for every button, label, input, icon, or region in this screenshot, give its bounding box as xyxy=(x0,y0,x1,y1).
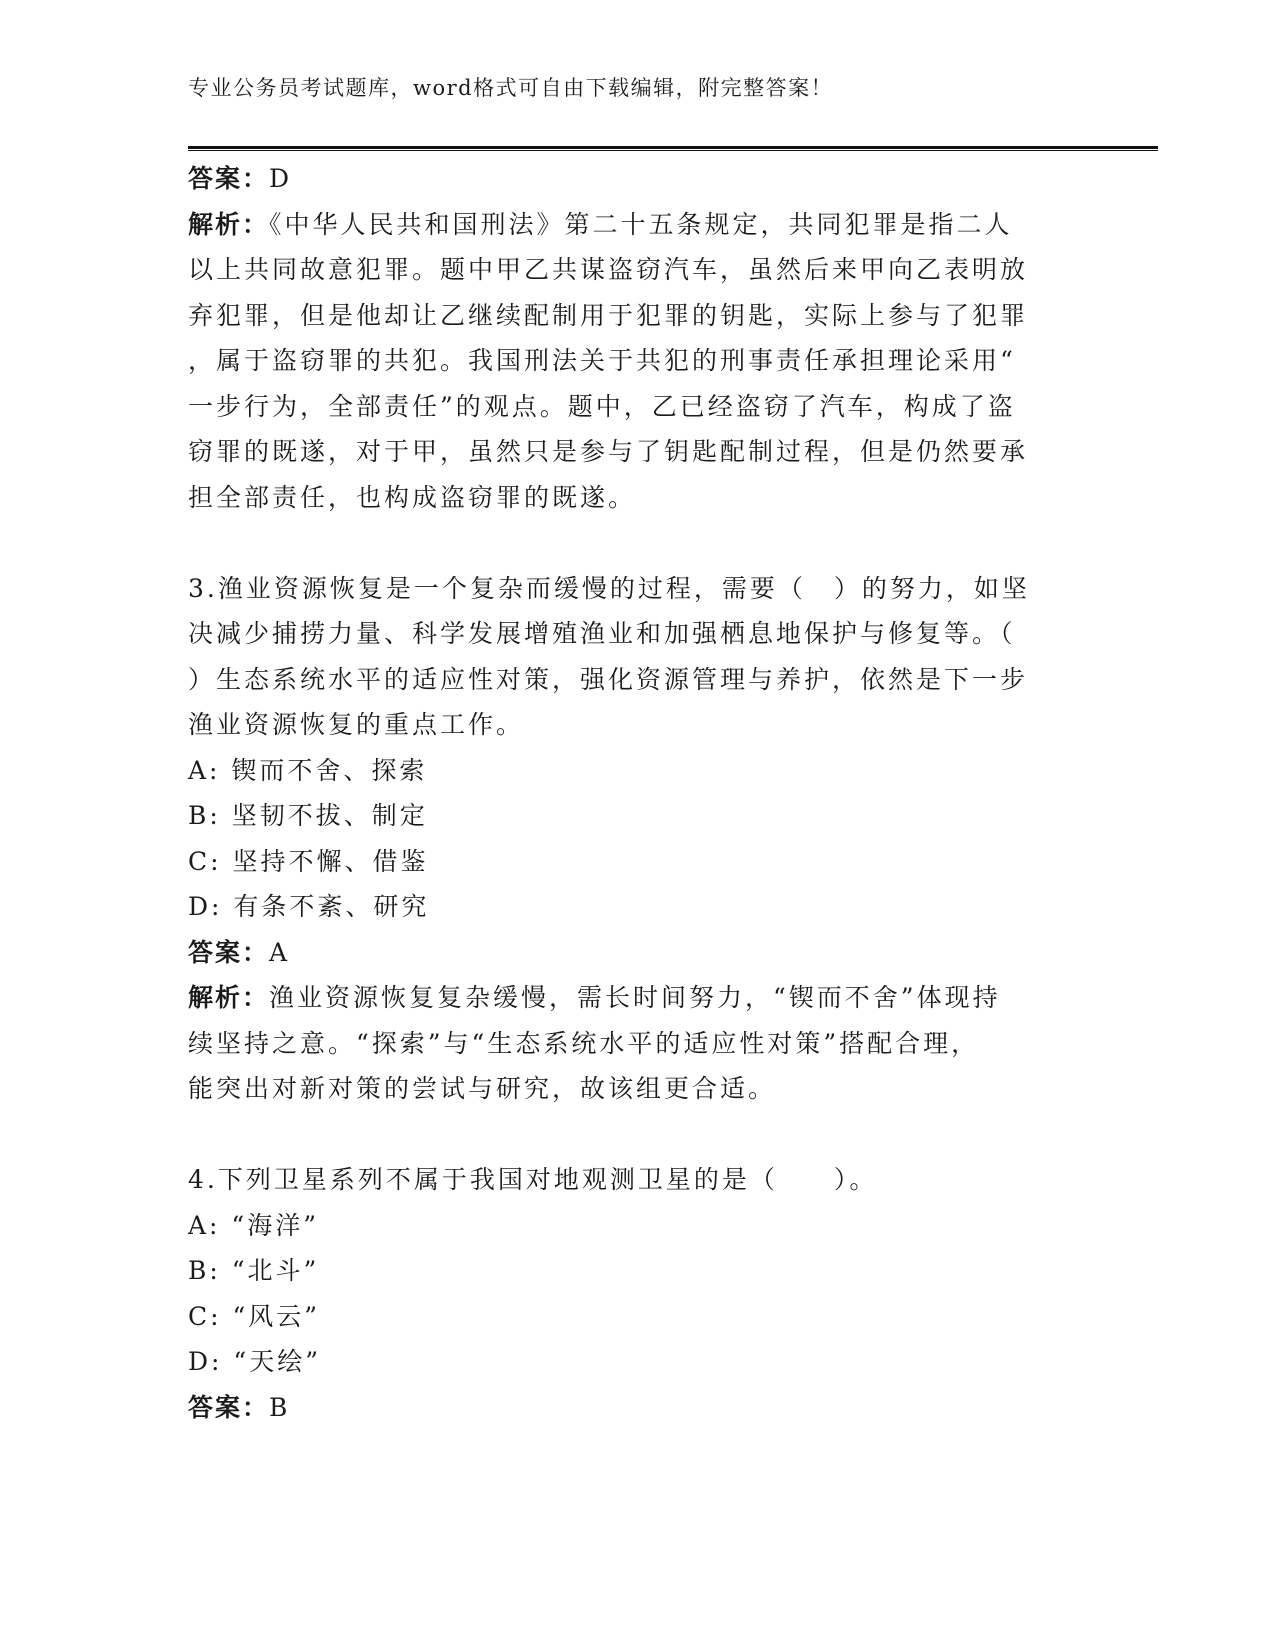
q3-question-line: 决减少捕捞力量、科学发展增殖渔业和加强栖息地保护与修复等。（ xyxy=(188,619,1016,648)
q3-question-line: 渔业资源恢复的重点工作。 xyxy=(188,710,525,739)
q3-analysis-line: 能突出对新对策的尝试与研究，故该组更合适。 xyxy=(188,1074,777,1103)
q3-option-c: C: 坚持不懈、借鉴 xyxy=(188,846,429,876)
header-divider xyxy=(188,146,1158,151)
document-body xyxy=(188,156,1088,1430)
q3-analysis-label: 解析： xyxy=(188,983,270,1012)
q2-analysis-text: 《中华人民共和国刑法》第二十五条规定，共同犯罪是指二人 xyxy=(269,209,1013,239)
q2-answer-label: 答案： xyxy=(188,164,270,193)
q3-answer-label: 答案： xyxy=(188,937,270,967)
q3-option-a: A: 锲而不舍、探索 xyxy=(188,755,428,785)
q3-option-b: B: 坚韧不拔、制定 xyxy=(188,801,428,830)
q3-analysis-line: 续坚持之意。“探索”与“生态系统水平的适应性对策”搭配合理， xyxy=(188,1028,980,1058)
q2-analysis-line: ，属于盗窃罪的共犯。我国刑法关于共犯的刑事责任承担理论采用“ xyxy=(188,346,1016,375)
q4-option-a: A: “海洋” xyxy=(188,1210,319,1240)
q2-analysis-line: 窃罪的既遂，对于甲，虽然只是参与了钥匙配制过程，但是仍然要承 xyxy=(188,437,1029,466)
q2-analysis-line: 担全部责任，也构成盗窃罪的既遂。 xyxy=(188,482,637,512)
q3-option-d: D: 有条不紊、研究 xyxy=(188,892,430,921)
q2-analysis-line: 弃犯罪，但是他却让乙继续配制用于犯罪的钥匙，实际上参与了犯罪 xyxy=(188,300,1029,330)
q4-question-line: 4.下列卫星系列不属于我国对地观测卫星的是（ ）。 xyxy=(188,1165,878,1194)
q3-answer xyxy=(188,930,1088,976)
q2-answer-value: D xyxy=(269,164,293,193)
spacer xyxy=(188,1112,1088,1158)
q2-analysis-label: 解析： xyxy=(188,209,270,239)
q2-analysis-line xyxy=(188,202,1088,248)
page-header: 专业公务员考试题库，word格式可自由下载编辑，附完整答案！ xyxy=(188,76,834,100)
q4-answer-label: 答案： xyxy=(188,1392,270,1422)
q4-answer-value: B xyxy=(269,1392,291,1422)
q4-option-c: C: “风云” xyxy=(188,1301,321,1331)
q3-question-line: 3.渔业资源恢复是一个复杂而缓慢的过程，需要（ ）的努力，如坚 xyxy=(188,573,1030,603)
q2-analysis-line: 一步行为，全部责任”的观点。题中，乙已经盗窃了汽车，构成了盗 xyxy=(188,391,1016,421)
q3-question-line: ）生态系统水平的适应性对策，强化资源管理与养护，依然是下一步 xyxy=(188,664,1029,694)
spacer xyxy=(188,520,1088,566)
q4-option-b: B: “北斗” xyxy=(188,1256,320,1285)
q4-answer xyxy=(188,1385,1088,1431)
q3-analysis-text: 渔业资源恢复复杂缓慢，需长时间努力，“锲而不舍”体现持 xyxy=(269,983,1001,1012)
q3-answer-value: A xyxy=(269,937,291,967)
q2-answer xyxy=(188,156,1088,202)
q2-analysis-line: 以上共同故意犯罪。题中甲乙共谋盗窃汽车，虽然后来甲向乙表明放 xyxy=(188,255,1029,284)
q3-analysis-line xyxy=(188,975,1088,1021)
q4-option-d: D: “天绘” xyxy=(188,1347,321,1376)
